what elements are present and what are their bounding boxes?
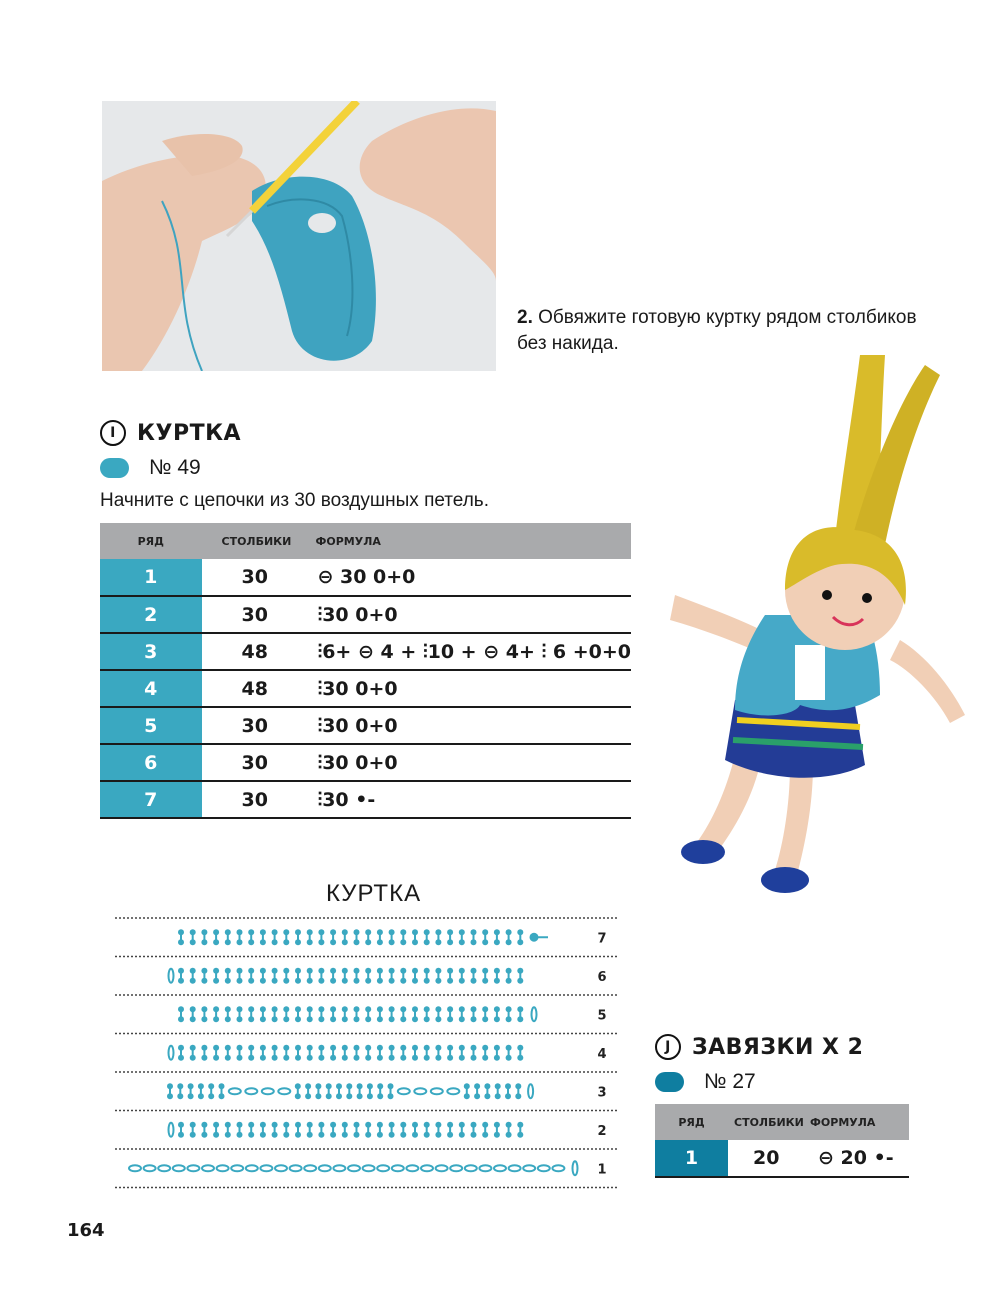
formula-cell: ⫶6+ ⊖ 4 + ⫶10 + ⊖ 4+ ⫶ 6 +0+0 [305, 633, 631, 670]
table-header-row [100, 523, 631, 559]
jacket-rows-table [100, 523, 631, 819]
chart-stitch-row [178, 929, 548, 945]
section-title: ЗАВЯЗКИ Х 2 [692, 1034, 864, 1060]
stitch-count-cell: 48 [202, 670, 306, 707]
table-row [100, 707, 631, 744]
chart-stitch-row [129, 1161, 578, 1175]
table-row [100, 596, 631, 633]
col-header-formula: ФОРМУЛА [806, 1104, 909, 1140]
page-number: 164 [67, 1220, 105, 1241]
chart-stitch-row [169, 968, 524, 984]
step-text: Обвяжите готовую куртку рядом столбиков без накида. [517, 307, 917, 354]
yarn-color-swatch [655, 1072, 684, 1092]
chart-title: КУРТКА [326, 880, 422, 907]
formula-cell: ⊖ 30 0+0 [305, 559, 631, 596]
row-number-cell: 4 [100, 670, 202, 707]
yarn-number: № 49 [149, 456, 201, 479]
row-number-cell: 1 [655, 1140, 728, 1177]
row-number-cell: 5 [100, 707, 202, 744]
yarn-info-jacket [100, 456, 201, 480]
stitch-count-cell: 48 [202, 633, 306, 670]
col-header-row: РЯД [655, 1104, 728, 1140]
formula-cell: ⫶30 0+0 [305, 670, 631, 707]
row-number-cell: 6 [100, 744, 202, 781]
chart-stitch-row [178, 1006, 537, 1022]
yarn-info-ties [655, 1070, 756, 1094]
crochet-photo [102, 101, 496, 371]
chart-row-label: 6 [597, 969, 607, 985]
stitch-count-cell: 30 [202, 707, 306, 744]
step-instruction [517, 305, 937, 357]
section-letter-badge: J [655, 1034, 681, 1060]
chart-row-label: 1 [597, 1162, 607, 1178]
table-row [100, 633, 631, 670]
col-header-formula: ФОРМУЛА [305, 523, 631, 559]
stitch-count-cell: 30 [202, 559, 306, 596]
table-row [100, 744, 631, 781]
step-number: 2. [517, 307, 533, 328]
formula-cell: ⫶30 0+0 [305, 707, 631, 744]
section-title: КУРТКА [137, 420, 242, 446]
formula-cell: ⫶30 •- [305, 781, 631, 818]
formula-cell: ⫶30 0+0 [305, 596, 631, 633]
chart-row-label: 2 [597, 1123, 607, 1139]
stitch-count-cell: 30 [202, 781, 306, 818]
stitch-count-cell: 20 [728, 1140, 806, 1177]
row-number-cell: 3 [100, 633, 202, 670]
doll-photo [655, 355, 975, 915]
stitch-chart [115, 912, 625, 1192]
col-header-stitches: СТОЛБИКИ [202, 523, 306, 559]
table-row [655, 1140, 909, 1177]
intro-text: Начните с цепочки из 30 воздушных петель. [100, 490, 489, 511]
row-number-cell: 1 [100, 559, 202, 596]
formula-cell: ⊖ 20 •- [806, 1140, 909, 1177]
col-header-row: РЯД [100, 523, 202, 559]
chart-stitch-row [169, 1045, 524, 1061]
row-number-cell: 7 [100, 781, 202, 818]
section-letter-badge: I [100, 420, 126, 446]
row-number-cell: 2 [100, 596, 202, 633]
chart-row-label: 7 [597, 931, 607, 947]
stitch-count-cell: 30 [202, 596, 306, 633]
chart-row-label: 5 [597, 1008, 607, 1024]
formula-cell: ⫶30 0+0 [305, 744, 631, 781]
chart-stitch-row [167, 1083, 533, 1099]
section-header-ties [655, 1034, 863, 1060]
chart-stitch-row [169, 1122, 524, 1138]
yarn-color-swatch [100, 458, 129, 478]
table-row [100, 559, 631, 596]
stitch-count-cell: 30 [202, 744, 306, 781]
ties-rows-table [655, 1104, 909, 1178]
yarn-number: № 27 [704, 1070, 756, 1093]
table-row [100, 781, 631, 818]
chart-row-label: 4 [597, 1046, 607, 1062]
chart-row-label: 3 [597, 1085, 607, 1101]
table-header-row [655, 1104, 909, 1140]
table-row [100, 670, 631, 707]
section-header-jacket [100, 420, 241, 446]
col-header-stitches: СТОЛБИКИ [728, 1104, 806, 1140]
